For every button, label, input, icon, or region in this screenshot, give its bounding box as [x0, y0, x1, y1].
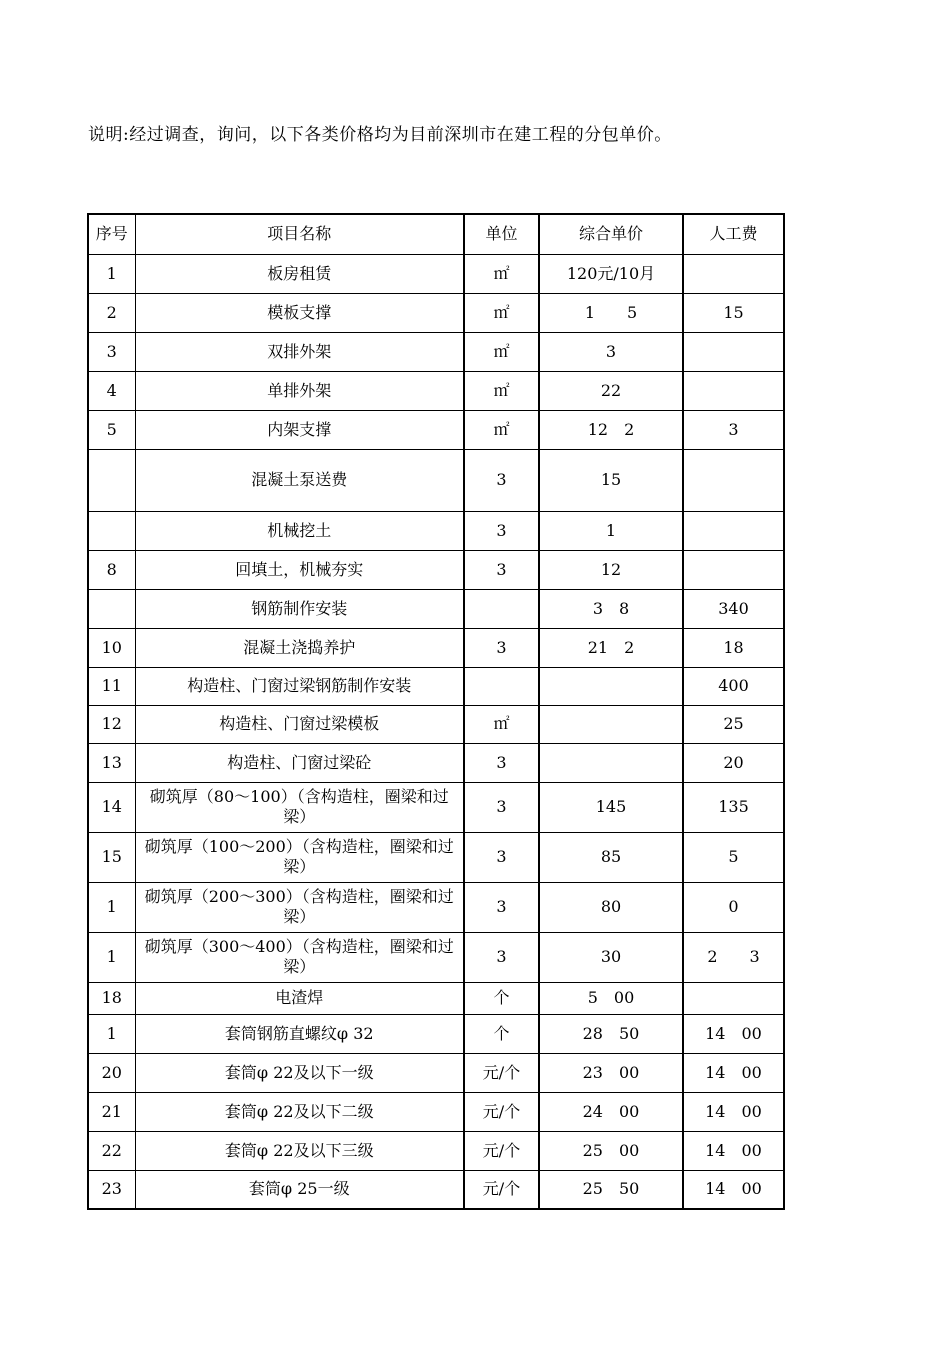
- table-row: [88, 550, 784, 589]
- table-row: [88, 1092, 784, 1131]
- unit: ㎡: [464, 332, 539, 371]
- unit-price: 28 50: [539, 1014, 683, 1053]
- table-row: [88, 1170, 784, 1209]
- row-no: 4: [88, 371, 135, 410]
- row-no: 8: [88, 550, 135, 589]
- table-header-row: [88, 214, 784, 254]
- labor-cost: 20: [683, 743, 784, 782]
- header-unit-price: 综合单价: [539, 214, 683, 254]
- table-row: [88, 371, 784, 410]
- unit: 个: [464, 982, 539, 1014]
- labor-cost: 25: [683, 705, 784, 743]
- row-no: 23: [88, 1170, 135, 1209]
- item-name: 机械挖土: [135, 511, 464, 550]
- labor-cost: [683, 254, 784, 293]
- labor-cost: [683, 550, 784, 589]
- unit: 3: [464, 628, 539, 667]
- labor-cost: [683, 332, 784, 371]
- labor-cost: [683, 371, 784, 410]
- labor-cost: 2 3: [683, 932, 784, 982]
- unit: 元/个: [464, 1170, 539, 1209]
- table-row: [88, 1014, 784, 1053]
- row-no: 2: [88, 293, 135, 332]
- table-row: [88, 1053, 784, 1092]
- unit-price: 30: [539, 932, 683, 982]
- item-name: 双排外架: [135, 332, 464, 371]
- unit-price: 80: [539, 882, 683, 932]
- unit-price: [539, 705, 683, 743]
- unit-price: 120元/10月: [539, 254, 683, 293]
- labor-cost: 5: [683, 832, 784, 882]
- row-no: 1: [88, 932, 135, 982]
- row-no: 3: [88, 332, 135, 371]
- item-name: 模板支撑: [135, 293, 464, 332]
- row-no: 21: [88, 1092, 135, 1131]
- unit-price: 12 2: [539, 410, 683, 449]
- item-name: 构造柱、门窗过梁钢筋制作安装: [135, 667, 464, 705]
- row-no: 15: [88, 832, 135, 882]
- table-row: [88, 832, 784, 882]
- unit: ㎡: [464, 254, 539, 293]
- item-name: 砌筑厚（300～400）（含构造柱，圈梁和过梁）: [135, 932, 464, 982]
- unit-price: 25 50: [539, 1170, 683, 1209]
- labor-cost: [683, 511, 784, 550]
- labor-cost: 0: [683, 882, 784, 932]
- table-row: [88, 293, 784, 332]
- unit-price: 1 5: [539, 293, 683, 332]
- unit-price: 22: [539, 371, 683, 410]
- table-row: [88, 449, 784, 511]
- unit: 3: [464, 832, 539, 882]
- unit: 3: [464, 449, 539, 511]
- unit: 3: [464, 882, 539, 932]
- unit: 个: [464, 1014, 539, 1053]
- item-name: 套筒φ 22及以下二级: [135, 1092, 464, 1131]
- row-no: 5: [88, 410, 135, 449]
- table-row: [88, 511, 784, 550]
- item-name: 混凝土浇捣养护: [135, 628, 464, 667]
- unit: ㎡: [464, 371, 539, 410]
- item-name: 钢筋制作安装: [135, 589, 464, 628]
- item-name: 混凝土泵送费: [135, 449, 464, 511]
- unit: ㎡: [464, 293, 539, 332]
- labor-cost: 14 00: [683, 1131, 784, 1170]
- unit: 3: [464, 932, 539, 982]
- unit-price: 25 00: [539, 1131, 683, 1170]
- labor-cost: 18: [683, 628, 784, 667]
- row-no: 1: [88, 1014, 135, 1053]
- item-name: 内架支撑: [135, 410, 464, 449]
- table-row: [88, 782, 784, 832]
- item-name: 套筒φ 22及以下三级: [135, 1131, 464, 1170]
- unit: ㎡: [464, 410, 539, 449]
- row-no: 18: [88, 982, 135, 1014]
- labor-cost: 14 00: [683, 1170, 784, 1209]
- item-name: 砌筑厚（100～200）（含构造柱，圈梁和过梁）: [135, 832, 464, 882]
- labor-cost: 135: [683, 782, 784, 832]
- item-name: 板房租赁: [135, 254, 464, 293]
- unit-price: 23 00: [539, 1053, 683, 1092]
- header-no: 序号: [88, 214, 135, 254]
- unit: 3: [464, 743, 539, 782]
- header-item-name: 项目名称: [135, 214, 464, 254]
- row-no: 14: [88, 782, 135, 832]
- labor-cost: [683, 982, 784, 1014]
- labor-cost: 14 00: [683, 1014, 784, 1053]
- row-no: 11: [88, 667, 135, 705]
- unit-price: 5 00: [539, 982, 683, 1014]
- row-no: 12: [88, 705, 135, 743]
- unit: 元/个: [464, 1092, 539, 1131]
- labor-cost: 340: [683, 589, 784, 628]
- row-no: 20: [88, 1053, 135, 1092]
- labor-cost: 14 00: [683, 1092, 784, 1131]
- unit-price: 15: [539, 449, 683, 511]
- price-table: [87, 213, 785, 1210]
- item-name: 电渣焊: [135, 982, 464, 1014]
- row-no: 10: [88, 628, 135, 667]
- unit-price: [539, 667, 683, 705]
- unit-price: [539, 743, 683, 782]
- labor-cost: 400: [683, 667, 784, 705]
- item-name: 构造柱、门窗过梁砼: [135, 743, 464, 782]
- unit-price: 145: [539, 782, 683, 832]
- row-no: [88, 589, 135, 628]
- unit: [464, 589, 539, 628]
- unit: 元/个: [464, 1131, 539, 1170]
- labor-cost: 14 00: [683, 1053, 784, 1092]
- table-row: [88, 882, 784, 932]
- unit-price: 12: [539, 550, 683, 589]
- item-name: 单排外架: [135, 371, 464, 410]
- item-name: 套筒φ 25一级: [135, 1170, 464, 1209]
- item-name: 套筒φ 22及以下一级: [135, 1053, 464, 1092]
- item-name: 回填土，机械夯实: [135, 550, 464, 589]
- table-row: [88, 982, 784, 1014]
- unit: ㎡: [464, 705, 539, 743]
- item-name: 砌筑厚（80～100）（含构造柱，圈梁和过梁）: [135, 782, 464, 832]
- table-row: [88, 410, 784, 449]
- unit: 3: [464, 782, 539, 832]
- unit: [464, 667, 539, 705]
- table-row: [88, 705, 784, 743]
- row-no: 1: [88, 882, 135, 932]
- table-row: [88, 254, 784, 293]
- row-no: 1: [88, 254, 135, 293]
- table-row: [88, 628, 784, 667]
- unit-price: 3: [539, 332, 683, 371]
- table-row: [88, 932, 784, 982]
- row-no: 22: [88, 1131, 135, 1170]
- row-no: [88, 449, 135, 511]
- unit-price: 21 2: [539, 628, 683, 667]
- header-unit: 单位: [464, 214, 539, 254]
- item-name: 构造柱、门窗过梁模板: [135, 705, 464, 743]
- unit: 元/个: [464, 1053, 539, 1092]
- labor-cost: 3: [683, 410, 784, 449]
- table-row: [88, 332, 784, 371]
- header-labor-cost: 人工费: [683, 214, 784, 254]
- unit: 3: [464, 511, 539, 550]
- unit-price: 1: [539, 511, 683, 550]
- unit: 3: [464, 550, 539, 589]
- table-row: [88, 743, 784, 782]
- unit-price: 3 8: [539, 589, 683, 628]
- unit-price: 24 00: [539, 1092, 683, 1131]
- row-no: 13: [88, 743, 135, 782]
- labor-cost: 15: [683, 293, 784, 332]
- row-no: [88, 511, 135, 550]
- labor-cost: [683, 449, 784, 511]
- table-row: [88, 667, 784, 705]
- table-row: [88, 1131, 784, 1170]
- unit-price: 85: [539, 832, 683, 882]
- page-note: 说明:经过调查，询问，以下各类价格均为目前深圳市在建工程的分包单价。: [88, 125, 672, 145]
- item-name: 砌筑厚（200～300）（含构造柱，圈梁和过梁）: [135, 882, 464, 932]
- table-row: [88, 589, 784, 628]
- item-name: 套筒钢筋直螺纹φ 32: [135, 1014, 464, 1053]
